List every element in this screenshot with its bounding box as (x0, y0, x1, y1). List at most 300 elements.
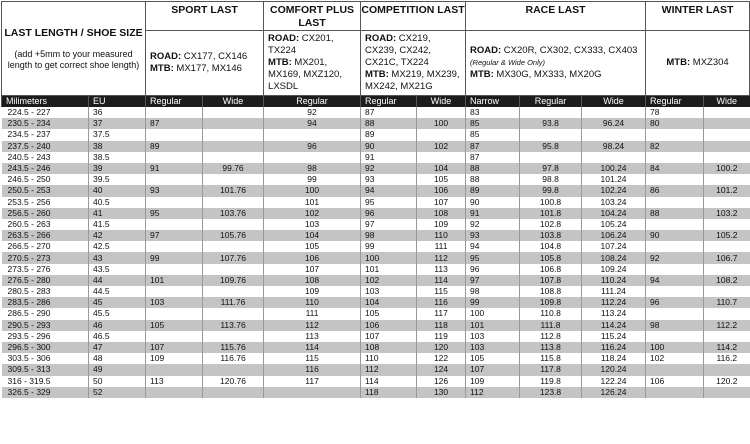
table-cell: 100.24 (582, 163, 646, 174)
table-cell: 120.76 (203, 376, 264, 387)
table-cell: 112 (361, 364, 417, 375)
table-cell: 93 (361, 174, 417, 185)
table-cell: 105 (264, 241, 361, 252)
table-cell: 99.76 (203, 163, 264, 174)
table-cell: 107.24 (582, 241, 646, 252)
table-cell: 103 (361, 286, 417, 297)
table-cell (704, 141, 750, 152)
table-cell: 108 (361, 342, 417, 353)
table-cell: 39.5 (89, 174, 146, 185)
mtb-models: MX201, MX169, MXZ120, LXSDL (268, 57, 342, 92)
table-cell: 112 (264, 320, 361, 331)
table-cell (646, 331, 704, 342)
table-cell: 118.24 (582, 353, 646, 364)
table-cell: 98.24 (582, 141, 646, 152)
table-cell: 115.76 (203, 342, 264, 353)
table-cell: 89 (466, 185, 520, 196)
table-cell: 260.5 - 263 (7, 218, 51, 229)
table-cell: 113.24 (582, 308, 646, 319)
sport-last-title: SPORT LAST (146, 2, 264, 31)
table-cell: 109 (146, 353, 203, 364)
table-cell: 253.5 - 256 (7, 196, 51, 207)
table-cell (146, 308, 203, 319)
col-header-sport-wide: Wide (203, 96, 264, 108)
table-cell: 107 (146, 342, 203, 353)
table-cell (704, 118, 750, 129)
table-cell: 96 (466, 264, 520, 275)
table-cell (646, 219, 704, 230)
table-cell: 82 (646, 141, 704, 152)
table-cell: 91 (466, 208, 520, 219)
table-cell: 100 (646, 342, 704, 353)
table-cell: 114 (417, 275, 466, 286)
table-cell (146, 107, 203, 118)
table-cell: 316 - 319.5 (7, 375, 51, 386)
table-cell: 88 (466, 174, 520, 185)
table-cell (417, 107, 466, 118)
table-row (2, 252, 750, 263)
road-models: CX201, TX224 (268, 33, 334, 56)
race-last-title: RACE LAST (466, 2, 646, 31)
table-cell: 116 (264, 364, 361, 375)
table-cell: 111.8 (520, 320, 582, 331)
table-cell: 243.5 - 246 (2, 163, 89, 174)
table-row (2, 286, 750, 297)
table-cell: 80 (646, 118, 704, 129)
table-cell (704, 152, 750, 163)
col-header-millimeters: Milimeters (2, 96, 89, 108)
table-cell: 115.8 (520, 353, 582, 364)
table-cell: 283.5 - 286 (2, 297, 89, 308)
table-cell: 94 (646, 275, 704, 286)
table-cell: 114 (264, 342, 361, 353)
table-cell: 256.5 - 260 (2, 208, 89, 219)
table-cell: 117 (264, 376, 361, 387)
table-cell: 37.5 (89, 129, 146, 140)
table-cell (417, 129, 466, 140)
table-cell (203, 308, 264, 319)
table-cell: 97.8 (520, 163, 582, 174)
comfort-plus-last-title: COMFORT PLUS LAST (264, 2, 361, 31)
table-cell: 102 (264, 208, 361, 219)
table-cell (203, 152, 264, 163)
table-cell: 98.8 (520, 174, 582, 185)
table-cell: 101.8 (520, 208, 582, 219)
table-row (2, 320, 750, 331)
table-cell: 112.8 (520, 331, 582, 342)
table-cell: 44.5 (89, 286, 146, 297)
table-cell: 115 (264, 353, 361, 364)
table-cell: 94 (466, 241, 520, 252)
table-cell: 105.8 (520, 252, 582, 263)
table-cell (203, 364, 264, 375)
table-cell: 78 (646, 107, 704, 118)
table-cell: 106.7 (704, 252, 750, 263)
table-cell: 98 (646, 320, 704, 331)
table-cell (264, 129, 361, 140)
table-cell: 96 (646, 297, 704, 308)
table-cell: 101.24 (582, 174, 646, 185)
table-cell: 101.76 (203, 185, 264, 196)
table-cell (646, 264, 704, 275)
table-cell: 92 (466, 219, 520, 230)
table-cell: 85 (466, 118, 520, 129)
table-cell: 103 (466, 331, 520, 342)
col-header-comfort-regular: Regular (264, 96, 361, 108)
table-row (2, 387, 750, 398)
table-cell: 110.7 (704, 297, 750, 308)
table-cell: 94 (361, 185, 417, 196)
table-cell: 95 (466, 252, 520, 263)
table-cell: 113 (146, 376, 203, 387)
table-cell: 85 (466, 129, 520, 140)
table-cell (704, 286, 750, 297)
table-cell: 104 (361, 297, 417, 308)
table-cell: 100.8 (520, 197, 582, 208)
table-cell: 104.8 (520, 241, 582, 252)
table-cell (704, 241, 750, 252)
mtb-models: MX177, MX146 (173, 63, 242, 74)
table-cell: 97 (466, 275, 520, 286)
table-cell: 90 (361, 141, 417, 152)
table-cell: 112 (417, 252, 466, 263)
table-cell: 96.24 (582, 118, 646, 129)
competition-last-title: COMPETITION LAST (361, 2, 466, 31)
table-cell: 101.2 (704, 185, 750, 196)
col-header-winter-wide: Wide (704, 96, 750, 108)
table-cell: 98 (466, 286, 520, 297)
table-cell: 92 (361, 163, 417, 174)
table-cell (146, 241, 203, 252)
table-row (2, 376, 750, 387)
table-cell: 103.24 (582, 197, 646, 208)
table-cell (582, 129, 646, 140)
table-cell: 116.2 (704, 353, 750, 364)
col-header-winter-regular: Regular (646, 96, 704, 108)
table-cell: 286.5 - 290 (7, 308, 51, 319)
table-cell (704, 264, 750, 275)
table-cell: 46 (89, 320, 146, 331)
table-cell: 115.24 (582, 331, 646, 342)
table-cell: 224.5 - 227 (7, 107, 51, 118)
table-cell: 94 (264, 118, 361, 129)
table-cell: 41.5 (89, 219, 146, 230)
col-header-eu: EU (89, 96, 146, 108)
table-cell: 112.2 (704, 320, 750, 331)
table-cell: 234.5 - 237 (7, 129, 51, 140)
table-cell: 101 (264, 197, 361, 208)
table-cell: 39 (89, 163, 146, 174)
table-row (2, 219, 750, 230)
table-cell: 93.8 (520, 118, 582, 129)
table-cell (203, 107, 264, 118)
table-cell (704, 308, 750, 319)
table-cell: 114.24 (582, 320, 646, 331)
table-cell: 109.24 (582, 264, 646, 275)
table-cell (146, 364, 203, 375)
col-header-sport-regular: Regular (146, 96, 203, 108)
table-cell: 36 (89, 107, 146, 118)
table-cell: 107 (264, 264, 361, 275)
table-cell: 126 (417, 376, 466, 387)
table-row (2, 364, 750, 375)
table-cell: 124 (417, 364, 466, 375)
table-cell: 246.5 - 250 (7, 174, 51, 185)
table-cell: 102.24 (582, 185, 646, 196)
table-cell (582, 107, 646, 118)
table-cell: 101 (361, 264, 417, 275)
table-cell (146, 264, 203, 275)
table-cell: 112 (466, 387, 520, 398)
table-cell (203, 264, 264, 275)
col-header-race-regular: Regular (520, 96, 582, 108)
table-cell (704, 364, 750, 375)
table-cell: 105 (417, 174, 466, 185)
table-cell: 109.8 (520, 297, 582, 308)
table-cell: 110.24 (582, 275, 646, 286)
table-cell: 88 (466, 163, 520, 174)
table-cell: 100 (466, 308, 520, 319)
table-cell: 230.5 - 234 (2, 118, 89, 129)
table-cell (704, 107, 750, 118)
table-cell: 50 (89, 376, 146, 387)
table-cell: 108.2 (704, 275, 750, 286)
table-cell (520, 107, 582, 118)
mtb-label: MTB: (365, 69, 389, 80)
table-cell (146, 331, 203, 342)
table-cell: 96 (361, 208, 417, 219)
table-cell (646, 286, 704, 297)
table-cell: 120.2 (704, 376, 750, 387)
table-cell: 103 (264, 219, 361, 230)
table-cell: 102 (417, 141, 466, 152)
table-cell: 118 (417, 320, 466, 331)
table-cell: 117 (417, 308, 466, 319)
table-cell (264, 387, 361, 398)
table-cell: 115 (417, 286, 466, 297)
table-cell: 103.8 (520, 230, 582, 241)
table-cell: 88 (361, 118, 417, 129)
table-cell: 91 (146, 163, 203, 174)
table-cell: 109 (417, 219, 466, 230)
table-row (2, 208, 750, 219)
table-cell: 105.24 (582, 219, 646, 230)
table-cell: 126.24 (582, 387, 646, 398)
table-cell: 276.5 - 280 (2, 275, 89, 286)
table-cell (203, 286, 264, 297)
table-cell (203, 331, 264, 342)
table-cell: 119.8 (520, 376, 582, 387)
table-cell: 48 (89, 353, 146, 364)
road-label: ROAD: (470, 45, 502, 56)
table-cell: 45.5 (89, 308, 146, 319)
table-cell: 105 (466, 353, 520, 364)
table-cell (646, 364, 704, 375)
table-cell: 89 (146, 141, 203, 152)
table-cell: 103 (146, 297, 203, 308)
table-cell: 250.5 - 253 (2, 185, 89, 196)
table-cell (704, 387, 750, 398)
table-cell: 309.5 - 313 (2, 364, 89, 375)
table-cell: 326.5 - 329 (2, 387, 89, 398)
table-cell: 99 (264, 174, 361, 185)
table-cell: 107 (361, 331, 417, 342)
table-row (2, 141, 750, 152)
table-cell: 117.8 (520, 364, 582, 375)
table-cell: 114.2 (704, 342, 750, 353)
table-cell (520, 129, 582, 140)
table-cell: 296.5 - 300 (2, 342, 89, 353)
table-cell: 93 (466, 230, 520, 241)
table-cell: 106 (264, 252, 361, 263)
table-cell: 102.8 (520, 219, 582, 230)
table-cell: 273.5 - 276 (7, 263, 51, 274)
col-header-race-wide: Wide (582, 96, 646, 108)
table-cell: 45 (89, 297, 146, 308)
table-cell: 83 (466, 107, 520, 118)
table-row (2, 129, 750, 140)
table-cell: 102 (646, 353, 704, 364)
table-row (2, 308, 750, 319)
table-cell: 105.2 (704, 230, 750, 241)
table-row (2, 152, 750, 163)
table-cell (203, 118, 264, 129)
mtb-label: MTB: (268, 57, 292, 68)
table-cell: 95 (146, 208, 203, 219)
table-cell (203, 129, 264, 140)
mtb-label: MTB: (666, 57, 691, 68)
table-row (2, 353, 750, 364)
table-cell: 110 (361, 353, 417, 364)
comfort-plus-last-models (264, 31, 361, 96)
table-cell: 87 (361, 107, 417, 118)
table-cell: 116 (417, 297, 466, 308)
table-cell: 97 (146, 230, 203, 241)
table-cell: 109 (264, 286, 361, 297)
road-models: CX219, CX239, CX242, CX21C, TX224 (365, 33, 432, 68)
table-cell: 122 (417, 353, 466, 364)
mtb-models: MX30G, MX333, MX20G (493, 69, 602, 80)
table-cell: 263.5 - 266 (2, 230, 89, 241)
size-chart-table (1, 1, 750, 398)
table-cell: 111 (417, 241, 466, 252)
table-cell (417, 152, 466, 163)
table-cell (646, 152, 704, 163)
table-cell: 111.24 (582, 286, 646, 297)
table-cell: 106.24 (582, 230, 646, 241)
table-cell: 293.5 - 296 (7, 330, 51, 341)
table-cell: 105.76 (203, 230, 264, 241)
competition-last-models (361, 31, 466, 96)
table-cell (203, 387, 264, 398)
table-cell: 102 (361, 275, 417, 286)
table-cell (146, 129, 203, 140)
table-cell: 84 (646, 163, 704, 174)
road-label: ROAD: (365, 33, 397, 44)
table-cell: 119 (417, 331, 466, 342)
table-cell: 110 (264, 297, 361, 308)
table-cell: 114 (361, 376, 417, 387)
table-cell: 108.8 (520, 286, 582, 297)
col-header-race-narrow: Narrow (466, 96, 520, 108)
table-cell: 113.8 (520, 342, 582, 353)
road-label: ROAD: (268, 33, 300, 44)
table-row (2, 197, 750, 208)
table-cell: 103.2 (704, 208, 750, 219)
table-cell: 42.5 (89, 241, 146, 252)
table-row (2, 230, 750, 241)
table-cell (646, 129, 704, 140)
table-row (2, 241, 750, 252)
table-cell (704, 331, 750, 342)
mtb-models: MXZ304 (690, 57, 729, 68)
table-cell: 107.76 (203, 252, 264, 263)
table-cell: 42 (89, 230, 146, 241)
table-cell: 108 (264, 275, 361, 286)
table-cell: 105 (146, 320, 203, 331)
table-cell: 118 (361, 387, 417, 398)
table-cell (203, 174, 264, 185)
table-cell (146, 197, 203, 208)
table-cell: 280.5 - 283 (7, 286, 51, 297)
col-header-competition-regular: Regular (361, 96, 417, 108)
table-cell: 38.5 (89, 152, 146, 163)
table-cell: 92 (264, 107, 361, 118)
table-cell: 91 (361, 152, 417, 163)
table-cell: 237.5 - 240 (2, 141, 89, 152)
table-cell (646, 387, 704, 398)
table-cell (646, 241, 704, 252)
table-cell: 40 (89, 185, 146, 196)
table-cell: 38 (89, 141, 146, 152)
table-cell: 104 (264, 230, 361, 241)
table-cell: 106 (646, 376, 704, 387)
table-cell: 122.24 (582, 376, 646, 387)
table-row (2, 331, 750, 342)
table-cell: 90 (466, 197, 520, 208)
length-size-note: (add +5mm to your measured length to get correct shoe length) (7, 48, 140, 70)
table-cell: 43 (89, 252, 146, 263)
table-cell: 87 (466, 152, 520, 163)
table-cell: 46.5 (89, 331, 146, 342)
table-cell: 97 (361, 219, 417, 230)
table-cell (146, 174, 203, 185)
table-cell: 90 (646, 230, 704, 241)
table-cell: 100 (361, 252, 417, 263)
table-cell: 87 (466, 141, 520, 152)
table-cell: 116.76 (203, 353, 264, 364)
table-cell: 98 (264, 163, 361, 174)
table-cell: 37 (89, 118, 146, 129)
table-cell (146, 219, 203, 230)
col-header-competition-wide: Wide (417, 96, 466, 108)
sport-last-models (146, 31, 264, 96)
table-cell (704, 129, 750, 140)
table-cell: 104.24 (582, 208, 646, 219)
table-row (2, 118, 750, 129)
table-cell: 99 (146, 252, 203, 263)
table-cell (203, 197, 264, 208)
road-models: CX177, CX146 (181, 51, 248, 62)
table-row (2, 342, 750, 353)
table-cell (203, 241, 264, 252)
table-cell: 41 (89, 208, 146, 219)
table-cell: 110 (417, 230, 466, 241)
table-cell: 113.76 (203, 320, 264, 331)
table-row (2, 163, 750, 174)
table-cell: 103.76 (203, 208, 264, 219)
table-cell: 116.24 (582, 342, 646, 353)
